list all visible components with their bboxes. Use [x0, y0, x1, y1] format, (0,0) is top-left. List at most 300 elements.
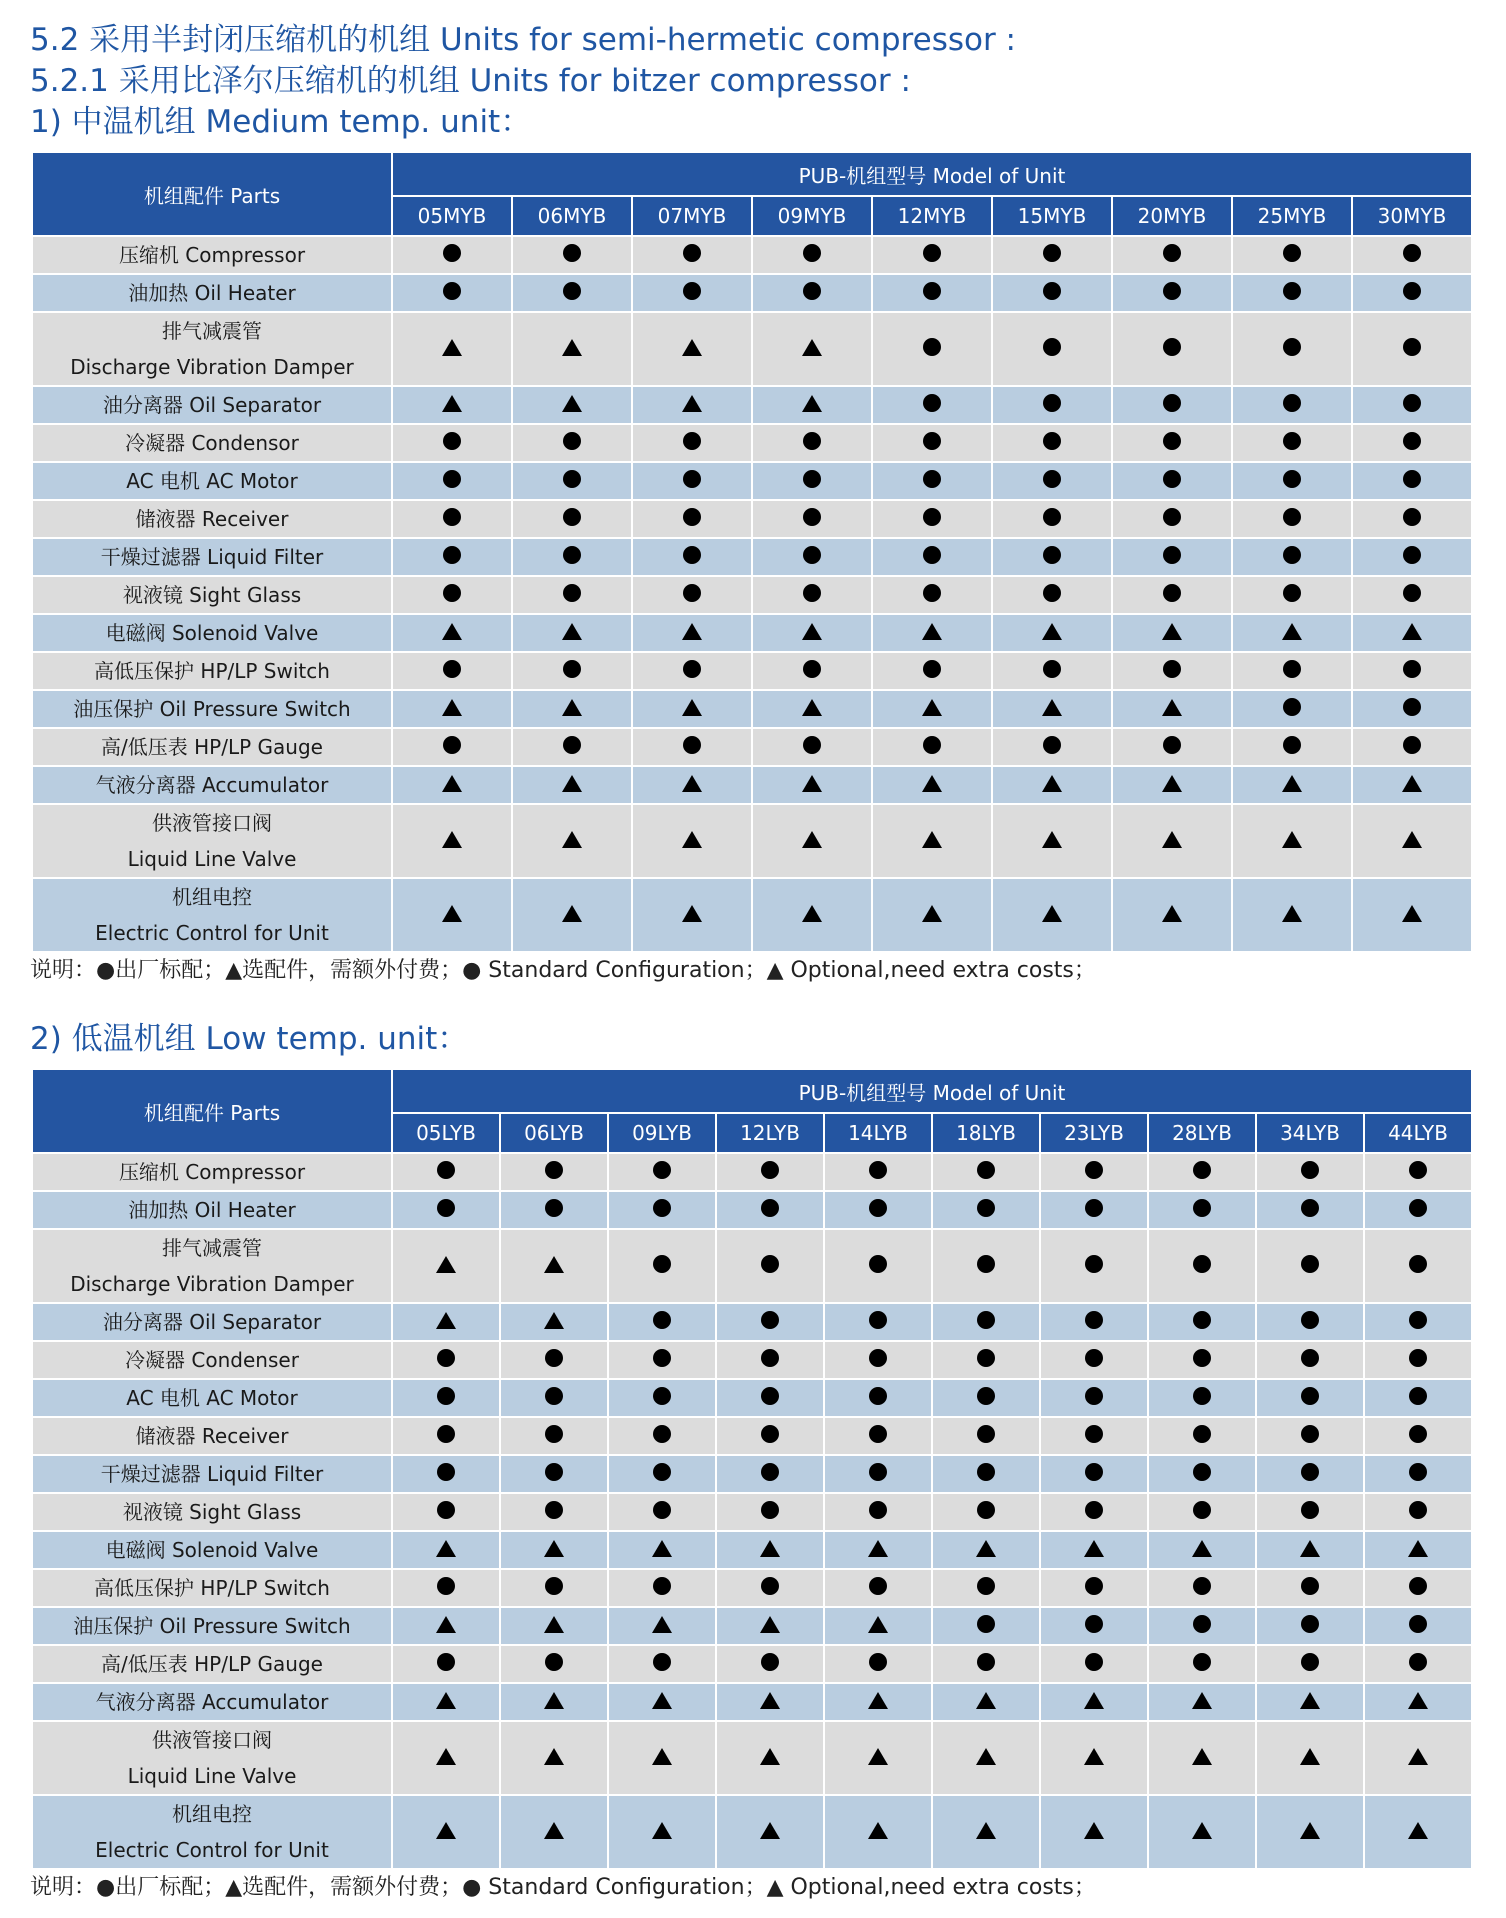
part-name-cell: [32, 576, 392, 614]
table-row: [32, 1191, 1472, 1229]
part-name-cell: [32, 424, 392, 462]
mark-cell: [608, 1493, 716, 1531]
optional-triangle-icon: [1402, 831, 1422, 848]
model-column-header: 44LYB: [1364, 1113, 1472, 1153]
part-name-cell: [32, 1455, 392, 1493]
standard-dot-icon: [545, 1577, 563, 1595]
medium-temp-table: [31, 151, 1473, 953]
standard-dot-icon: [437, 1199, 455, 1217]
mark-cell: [716, 1229, 824, 1303]
part-name-cell: [32, 1795, 392, 1869]
mark-cell: [992, 652, 1112, 690]
optional-triangle-icon: [760, 1822, 780, 1839]
table-row: [32, 804, 1472, 878]
standard-dot-icon: [545, 1387, 563, 1405]
standard-dot-icon: [1409, 1387, 1427, 1405]
optional-triangle-icon: [544, 1256, 564, 1273]
mark-cell: [1364, 1683, 1472, 1721]
standard-dot-icon: [869, 1425, 887, 1443]
mark-cell: [1352, 538, 1472, 576]
optional-triangle-icon: [1282, 831, 1302, 848]
model-column-header: 15MYB: [992, 196, 1112, 236]
mark-cell: [824, 1683, 932, 1721]
standard-dot-icon: [869, 1161, 887, 1179]
table-row: [32, 1607, 1472, 1645]
optional-triangle-icon: [802, 699, 822, 716]
standard-dot-icon: [1403, 546, 1421, 564]
part-name-cell: [32, 804, 392, 878]
mark-cell: [1232, 614, 1352, 652]
mark-cell: [824, 1417, 932, 1455]
standard-dot-icon: [1403, 432, 1421, 450]
table-row: [32, 1531, 1472, 1569]
standard-dot-icon: [437, 1501, 455, 1519]
standard-dot-icon: [1301, 1501, 1319, 1519]
mark-cell: [608, 1569, 716, 1607]
mark-cell: [824, 1229, 932, 1303]
mark-cell: [992, 614, 1112, 652]
model-column-header: 18LYB: [932, 1113, 1040, 1153]
mark-cell: [392, 766, 512, 804]
section-heading: 5.2 采用半封闭压缩机的机组 Units for semi-hermetic compressor :: [30, 22, 1017, 58]
part-name-cell: [32, 1303, 392, 1341]
mark-cell: [1040, 1455, 1148, 1493]
mark-cell: [632, 312, 752, 386]
mark-cell: [632, 614, 752, 652]
optional-triangle-icon: [1084, 1748, 1104, 1765]
mark-cell: [752, 878, 872, 952]
model-column-header: 05LYB: [392, 1113, 500, 1153]
mark-cell: [1112, 576, 1232, 614]
standard-dot-icon: [1301, 1425, 1319, 1443]
mark-cell: [500, 1683, 608, 1721]
standard-dot-icon: [1043, 660, 1061, 678]
legend-note: 说明：●出厂标配；▲选配件，需额外付费；● Standard Configuration；▲ Optional,need extra costs；: [30, 958, 1096, 983]
optional-triangle-icon: [922, 623, 942, 640]
standard-dot-icon: [1163, 470, 1181, 488]
standard-dot-icon: [1301, 1161, 1319, 1179]
table-row: [32, 1569, 1472, 1607]
standard-dot-icon: [1301, 1653, 1319, 1671]
table-row: [32, 462, 1472, 500]
header-row: [32, 152, 1472, 196]
standard-dot-icon: [869, 1349, 887, 1367]
mark-cell: [512, 728, 632, 766]
mark-cell: [824, 1795, 932, 1869]
part-name-line: 冷凝器 Condensor: [125, 431, 299, 455]
mark-cell: [392, 236, 512, 274]
optional-triangle-icon: [922, 831, 942, 848]
part-name-line: 油分离器 Oil Separator: [102, 1310, 322, 1334]
standard-dot-icon: [977, 1425, 995, 1443]
mark-cell: [512, 312, 632, 386]
standard-dot-icon: [1193, 1425, 1211, 1443]
parts-header: 机组配件 Parts: [32, 152, 392, 236]
optional-triangle-icon: [1300, 1822, 1320, 1839]
standard-dot-icon: [1043, 584, 1061, 602]
mark-cell: [1232, 274, 1352, 312]
part-name-line: 干燥过滤器 Liquid Filter: [100, 1462, 324, 1486]
mark-cell: [1040, 1607, 1148, 1645]
mark-cell: [608, 1721, 716, 1795]
standard-dot-icon: [1283, 584, 1301, 602]
model-column-header: 09MYB: [752, 196, 872, 236]
mark-cell: [392, 1795, 500, 1869]
mark-cell: [1364, 1795, 1472, 1869]
standard-dot-icon: [977, 1501, 995, 1519]
optional-triangle-icon: [802, 395, 822, 412]
standard-dot-icon: [437, 1425, 455, 1443]
mark-cell: [872, 766, 992, 804]
subsection-heading: 5.2.1 采用比泽尔压缩机的机组 Units for bitzer compressor :: [30, 63, 911, 99]
mark-cell: [1148, 1341, 1256, 1379]
mark-cell: [392, 1341, 500, 1379]
standard-dot-icon: [1409, 1311, 1427, 1329]
standard-dot-icon: [443, 470, 461, 488]
table-row: [32, 1795, 1472, 1869]
mark-cell: [1148, 1417, 1256, 1455]
mark-cell: [632, 236, 752, 274]
part-name-line: 电磁阀 Solenoid Valve: [105, 1538, 319, 1562]
mark-cell: [1040, 1721, 1148, 1795]
mark-cell: [1364, 1493, 1472, 1531]
optional-triangle-icon: [442, 623, 462, 640]
standard-dot-icon: [869, 1653, 887, 1671]
standard-dot-icon: [1301, 1255, 1319, 1273]
standard-dot-icon: [1283, 394, 1301, 412]
mark-cell: [1256, 1493, 1364, 1531]
mark-cell: [1112, 652, 1232, 690]
mark-cell: [1040, 1569, 1148, 1607]
standard-dot-icon: [1085, 1577, 1103, 1595]
standard-dot-icon: [443, 508, 461, 526]
optional-triangle-icon: [436, 1616, 456, 1633]
mark-cell: [716, 1645, 824, 1683]
standard-dot-icon: [683, 244, 701, 262]
mark-cell: [932, 1379, 1040, 1417]
mark-cell: [824, 1455, 932, 1493]
standard-dot-icon: [1043, 736, 1061, 754]
part-name-cell: [32, 690, 392, 728]
standard-dot-icon: [1193, 1349, 1211, 1367]
optional-triangle-icon: [1084, 1822, 1104, 1839]
standard-dot-icon: [443, 546, 461, 564]
mark-cell: [992, 766, 1112, 804]
mark-cell: [824, 1607, 932, 1645]
mark-cell: [752, 424, 872, 462]
parts-header: 机组配件 Parts: [32, 1069, 392, 1153]
optional-triangle-icon: [1042, 905, 1062, 922]
standard-dot-icon: [437, 1387, 455, 1405]
optional-triangle-icon: [1162, 905, 1182, 922]
mark-cell: [632, 500, 752, 538]
standard-dot-icon: [563, 244, 581, 262]
mark-cell: [716, 1531, 824, 1569]
mark-cell: [872, 274, 992, 312]
part-name-cell: [32, 274, 392, 312]
part-name-line: 干燥过滤器 Liquid Filter: [100, 545, 324, 569]
standard-dot-icon: [1085, 1311, 1103, 1329]
optional-triangle-icon: [868, 1540, 888, 1557]
mark-cell: [512, 424, 632, 462]
mark-cell: [1040, 1417, 1148, 1455]
standard-dot-icon: [1403, 660, 1421, 678]
mark-cell: [512, 274, 632, 312]
table-row: [32, 1303, 1472, 1341]
mark-cell: [392, 576, 512, 614]
mark-cell: [1352, 236, 1472, 274]
mark-cell: [392, 1607, 500, 1645]
standard-dot-icon: [1283, 736, 1301, 754]
optional-triangle-icon: [1408, 1540, 1428, 1557]
mark-cell: [1232, 766, 1352, 804]
mark-cell: [992, 804, 1112, 878]
model-header: PUB-机组型号 Model of Unit: [392, 1069, 1472, 1113]
table-row: [32, 1341, 1472, 1379]
standard-dot-icon: [869, 1255, 887, 1273]
mark-cell: [512, 538, 632, 576]
mark-cell: [872, 690, 992, 728]
mark-cell: [608, 1683, 716, 1721]
optional-triangle-icon: [922, 905, 942, 922]
standard-dot-icon: [1403, 508, 1421, 526]
part-name-cell: [32, 236, 392, 274]
optional-triangle-icon: [682, 623, 702, 640]
optional-triangle-icon: [544, 1692, 564, 1709]
standard-dot-icon: [1193, 1653, 1211, 1671]
standard-dot-icon: [1409, 1501, 1427, 1519]
mark-cell: [932, 1645, 1040, 1683]
standard-dot-icon: [1403, 338, 1421, 356]
standard-dot-icon: [1403, 470, 1421, 488]
part-name-cell: [32, 1721, 392, 1795]
standard-dot-icon: [1283, 470, 1301, 488]
mark-cell: [500, 1153, 608, 1191]
standard-dot-icon: [683, 282, 701, 300]
medium-temp-heading: 1) 中温机组 Medium temp. unit：: [30, 104, 532, 140]
standard-dot-icon: [1163, 394, 1181, 412]
mark-cell: [392, 462, 512, 500]
mark-cell: [932, 1153, 1040, 1191]
part-name-cell: [32, 766, 392, 804]
mark-cell: [1232, 386, 1352, 424]
mark-cell: [1148, 1795, 1256, 1869]
mark-cell: [1352, 614, 1472, 652]
mark-cell: [608, 1191, 716, 1229]
standard-dot-icon: [1283, 508, 1301, 526]
standard-dot-icon: [653, 1387, 671, 1405]
mark-cell: [932, 1455, 1040, 1493]
table-row: [32, 312, 1472, 386]
standard-dot-icon: [803, 508, 821, 526]
standard-dot-icon: [683, 736, 701, 754]
standard-dot-icon: [761, 1425, 779, 1443]
mark-cell: [1148, 1683, 1256, 1721]
mark-cell: [1232, 652, 1352, 690]
mark-cell: [992, 576, 1112, 614]
mark-cell: [1364, 1721, 1472, 1795]
mark-cell: [632, 576, 752, 614]
standard-dot-icon: [1163, 546, 1181, 564]
part-name-line: Electric Control for Unit: [95, 921, 329, 945]
mark-cell: [716, 1795, 824, 1869]
standard-dot-icon: [803, 546, 821, 564]
standard-dot-icon: [653, 1463, 671, 1481]
mark-cell: [392, 1683, 500, 1721]
mark-cell: [512, 804, 632, 878]
standard-dot-icon: [653, 1161, 671, 1179]
mark-cell: [992, 690, 1112, 728]
mark-cell: [632, 424, 752, 462]
optional-triangle-icon: [868, 1616, 888, 1633]
standard-dot-icon: [1085, 1425, 1103, 1443]
standard-dot-icon: [1193, 1615, 1211, 1633]
mark-cell: [1232, 576, 1352, 614]
table-row: [32, 576, 1472, 614]
mark-cell: [392, 1379, 500, 1417]
standard-dot-icon: [761, 1501, 779, 1519]
mark-cell: [392, 1569, 500, 1607]
mark-cell: [632, 766, 752, 804]
optional-triangle-icon: [1408, 1748, 1428, 1765]
standard-dot-icon: [1085, 1255, 1103, 1273]
standard-dot-icon: [545, 1653, 563, 1671]
mark-cell: [1112, 614, 1232, 652]
standard-dot-icon: [1301, 1577, 1319, 1595]
mark-cell: [872, 312, 992, 386]
standard-dot-icon: [803, 282, 821, 300]
mark-cell: [608, 1417, 716, 1455]
mark-cell: [608, 1531, 716, 1569]
mark-cell: [500, 1191, 608, 1229]
mark-cell: [1352, 576, 1472, 614]
standard-dot-icon: [443, 432, 461, 450]
mark-cell: [1256, 1455, 1364, 1493]
part-name-cell: [32, 614, 392, 652]
optional-triangle-icon: [1042, 699, 1062, 716]
standard-dot-icon: [1301, 1199, 1319, 1217]
standard-dot-icon: [1403, 584, 1421, 602]
standard-dot-icon: [869, 1387, 887, 1405]
mark-cell: [932, 1303, 1040, 1341]
mark-cell: [1112, 274, 1232, 312]
optional-triangle-icon: [1282, 775, 1302, 792]
part-name-cell: [32, 1645, 392, 1683]
model-column-header: 06LYB: [500, 1113, 608, 1153]
mark-cell: [1148, 1191, 1256, 1229]
optional-triangle-icon: [976, 1540, 996, 1557]
table-row: [32, 1683, 1472, 1721]
part-name-line: 油压保护 Oil Pressure Switch: [73, 697, 351, 721]
standard-dot-icon: [803, 584, 821, 602]
optional-triangle-icon: [1402, 775, 1422, 792]
mark-cell: [1352, 766, 1472, 804]
standard-dot-icon: [563, 736, 581, 754]
mark-cell: [1352, 274, 1472, 312]
standard-dot-icon: [1163, 244, 1181, 262]
model-column-header: 12MYB: [872, 196, 992, 236]
mark-cell: [392, 1153, 500, 1191]
optional-triangle-icon: [442, 905, 462, 922]
part-name-line: 油加热 Oil Heater: [128, 281, 296, 305]
standard-dot-icon: [1193, 1161, 1211, 1179]
part-name-cell: [32, 1229, 392, 1303]
optional-triangle-icon: [802, 831, 822, 848]
optional-triangle-icon: [868, 1748, 888, 1765]
mark-cell: [632, 652, 752, 690]
optional-triangle-icon: [562, 775, 582, 792]
standard-dot-icon: [683, 546, 701, 564]
mark-cell: [872, 652, 992, 690]
standard-dot-icon: [869, 1199, 887, 1217]
standard-dot-icon: [803, 736, 821, 754]
optional-triangle-icon: [562, 395, 582, 412]
optional-triangle-icon: [1192, 1692, 1212, 1709]
mark-cell: [872, 614, 992, 652]
table-row: [32, 1455, 1472, 1493]
mark-cell: [932, 1341, 1040, 1379]
mark-cell: [752, 312, 872, 386]
standard-dot-icon: [1403, 394, 1421, 412]
standard-dot-icon: [1085, 1653, 1103, 1671]
part-name-line: 油加热 Oil Heater: [128, 1198, 296, 1222]
mark-cell: [1256, 1417, 1364, 1455]
mark-cell: [752, 386, 872, 424]
optional-triangle-icon: [442, 831, 462, 848]
part-name-line: 高/低压表 HP/LP Gauge: [101, 1652, 323, 1676]
standard-dot-icon: [1163, 338, 1181, 356]
mark-cell: [392, 1455, 500, 1493]
mark-cell: [824, 1153, 932, 1191]
mark-cell: [500, 1795, 608, 1869]
mark-cell: [716, 1341, 824, 1379]
mark-cell: [500, 1531, 608, 1569]
standard-dot-icon: [545, 1425, 563, 1443]
mark-cell: [392, 1721, 500, 1795]
mark-cell: [1112, 386, 1232, 424]
mark-cell: [716, 1153, 824, 1191]
standard-dot-icon: [443, 244, 461, 262]
part-name-cell: [32, 1569, 392, 1607]
optional-triangle-icon: [436, 1822, 456, 1839]
mark-cell: [1256, 1303, 1364, 1341]
mark-cell: [1112, 236, 1232, 274]
mark-cell: [716, 1683, 824, 1721]
mark-cell: [992, 878, 1112, 952]
mark-cell: [1148, 1493, 1256, 1531]
table-row: [32, 538, 1472, 576]
standard-dot-icon: [437, 1349, 455, 1367]
mark-cell: [392, 614, 512, 652]
standard-dot-icon: [563, 508, 581, 526]
part-name-cell: [32, 1683, 392, 1721]
table-row: [32, 424, 1472, 462]
mark-cell: [1148, 1153, 1256, 1191]
mark-cell: [716, 1303, 824, 1341]
standard-dot-icon: [761, 1311, 779, 1329]
mark-cell: [1256, 1721, 1364, 1795]
mark-cell: [1364, 1379, 1472, 1417]
mark-cell: [1232, 728, 1352, 766]
standard-dot-icon: [923, 660, 941, 678]
legend-note: 说明：●出厂标配；▲选配件，需额外付费；● Standard Configuration；▲ Optional,need extra costs；: [30, 1875, 1096, 1900]
standard-dot-icon: [1403, 736, 1421, 754]
standard-dot-icon: [545, 1199, 563, 1217]
model-column-header: 28LYB: [1148, 1113, 1256, 1153]
mark-cell: [500, 1645, 608, 1683]
mark-cell: [500, 1303, 608, 1341]
optional-triangle-icon: [442, 339, 462, 356]
